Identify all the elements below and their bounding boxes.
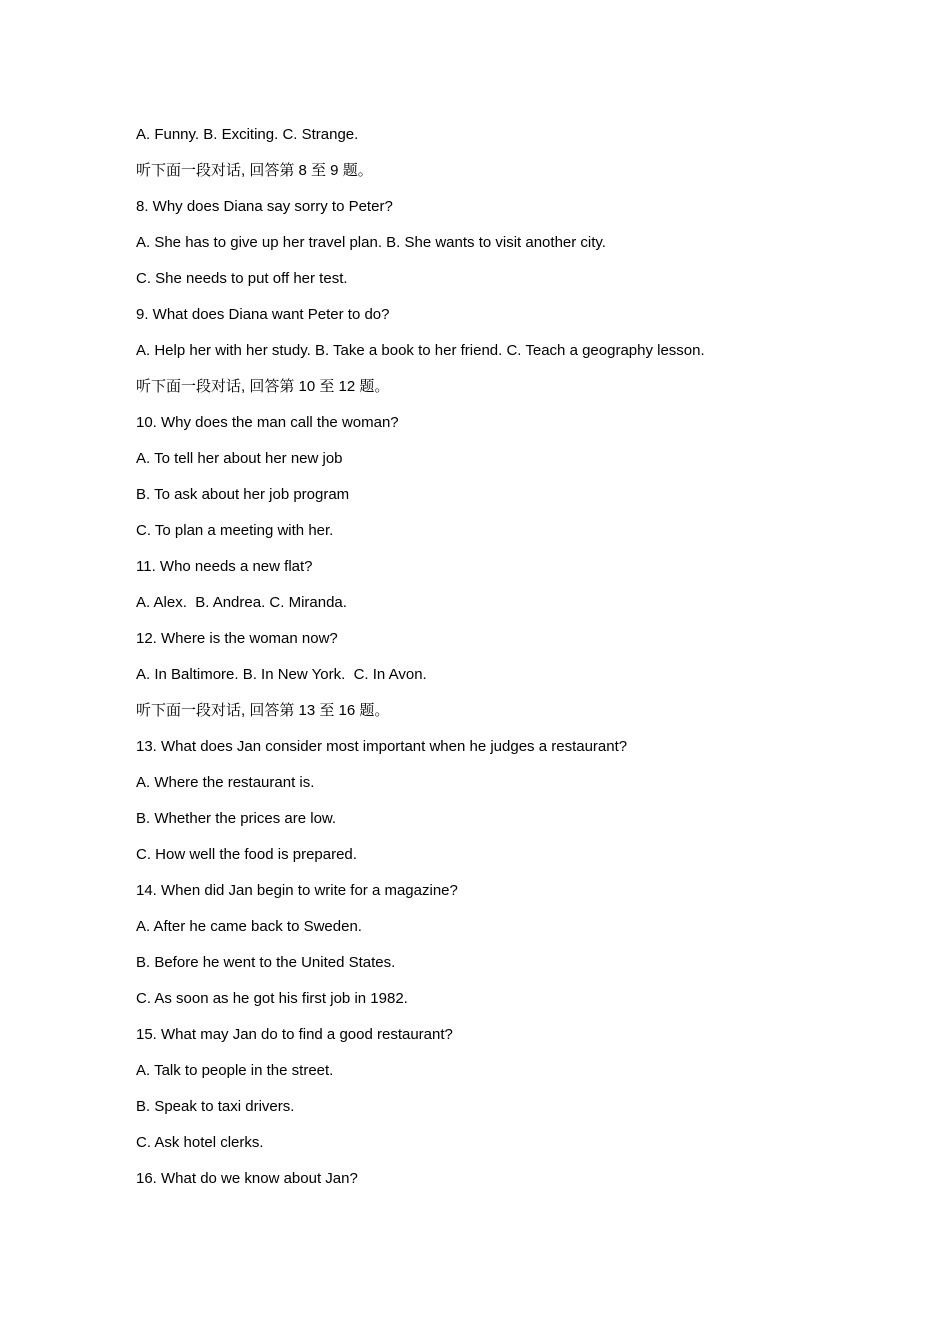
option-line: A. Where the restaurant is. [136, 774, 315, 791]
option-line: C. How well the food is prepared. [136, 846, 357, 863]
question-line: 13. What does Jan consider most important when he judges a restaurant? [136, 738, 628, 755]
question-line: 9. What does Diana want Peter to do? [136, 306, 390, 323]
option-line: C. To plan a meeting with her. [136, 522, 334, 539]
option-line: A. She has to give up her travel plan. B. She wants to visit another city. [136, 234, 606, 251]
option-line: C. She needs to put off her test. [136, 270, 348, 287]
question-line: 8. Why does Diana say sorry to Peter? [136, 198, 393, 215]
question-line: 14. When did Jan begin to write for a magazine? [136, 882, 458, 899]
question-line: 15. What may Jan do to find a good restaurant? [136, 1026, 453, 1043]
question-line: 10. Why does the man call the woman? [136, 414, 399, 431]
option-line: A. Talk to people in the street. [136, 1062, 334, 1079]
question-line: 11. Who needs a new flat? [136, 558, 313, 575]
question-line: 12. Where is the woman now? [136, 630, 338, 647]
option-line: A. After he came back to Sweden. [136, 918, 362, 935]
option-line: A. To tell her about her new job [136, 450, 343, 467]
section-instruction: 听下面一段对话, 回答第 10 至 12 题。 [136, 378, 390, 395]
option-line: A. Help her with her study. B. Take a book to her friend. C. Teach a geography lesson. [136, 342, 705, 359]
option-line: A. Alex. B. Andrea. C. Miranda. [136, 594, 347, 611]
option-line: A. Funny. B. Exciting. C. Strange. [136, 126, 359, 143]
document-page [136, 124, 836, 1204]
option-line: B. Before he went to the United States. [136, 954, 396, 971]
option-line: C. Ask hotel clerks. [136, 1134, 264, 1151]
section-instruction: 听下面一段对话, 回答第 8 至 9 题。 [136, 162, 373, 179]
option-line: A. In Baltimore. B. In New York. C. In Avon. [136, 666, 427, 683]
section-instruction: 听下面一段对话, 回答第 13 至 16 题。 [136, 702, 390, 719]
option-line: B. To ask about her job program [136, 486, 350, 503]
question-line: 16. What do we know about Jan? [136, 1170, 358, 1187]
option-line: C. As soon as he got his first job in 1982. [136, 990, 408, 1007]
option-line: B. Speak to taxi drivers. [136, 1098, 295, 1115]
option-line: B. Whether the prices are low. [136, 810, 337, 827]
